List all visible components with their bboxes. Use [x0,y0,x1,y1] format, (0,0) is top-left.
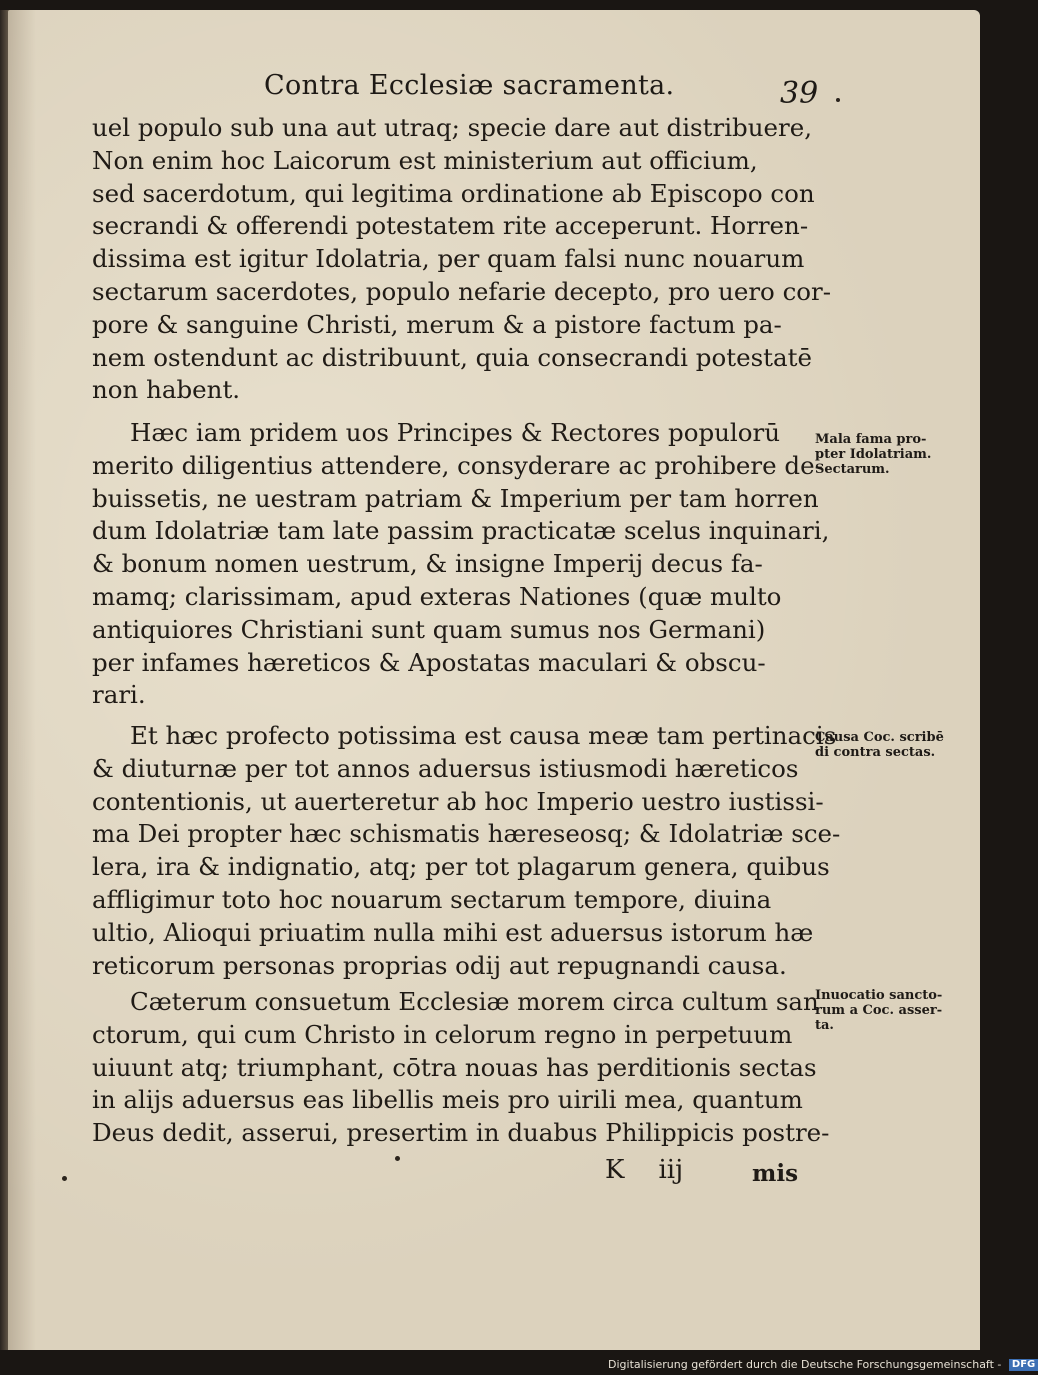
marginal-note-1 [815,432,975,477]
signature-letter: K [605,1155,625,1185]
marginal-note-2 [815,730,975,760]
digitization-credit [608,1358,1036,1371]
text-line: lera, ira & indignatio, atq; per tot plagarum genera, quibus [92,852,830,882]
text-line: reticorum personas proprias odij aut repugnandi causa. [92,950,787,980]
signature-mark [605,1155,683,1185]
catchword: mis [752,1160,799,1187]
text-line: nem ostendunt ac distribuunt, quia consecrandi potestatē [92,342,812,372]
marginal-line: ta. [815,1018,834,1033]
text-line: per infames hæreticos & Apostatas maculari & obscu- [92,647,766,677]
text-line: rari. [92,680,146,710]
marginal-line: Sectarum. [815,462,890,477]
text-line: uiuunt atq; triumphant, cōtra nouas has perditionis sectas [92,1052,817,1082]
text-line: sectarum sacerdotes, populo nefarie decepto, pro uero cor- [92,276,832,306]
marginal-line: Causa Coc. scribē [815,730,944,745]
paragraph-3 [92,720,841,982]
text-line: & diuturnæ per tot annos aduersus istiusmodi hæreticos [92,753,799,783]
text-line: sed sacerdotum, qui legitima ordinatione ab Episcopo con [92,178,815,208]
running-head: Contra Ecclesiæ sacramenta. [264,70,675,101]
text-line: mamq; clarissimam, apud exteras Nationes (quæ multo [92,581,782,611]
text-line: ctorum, qui cum Christo in celorum regno in perpetuum [92,1019,793,1049]
marginal-line: rum a Coc. asser- [815,1003,943,1018]
marginal-line: pter Idolatriam. [815,447,932,462]
text-line: Non enim hoc Laicorum est ministerium aut officium, [92,145,758,175]
dfg-logo: DFG [1009,1359,1038,1371]
text-line: uel populo sub una aut utraq; specie dare aut distribuere, [92,113,812,142]
text-line: & bonum nomen uestrum, & insigne Imperij decus fa- [92,549,763,579]
text-line: dissima est igitur Idolatria, per quam falsi nunc nouarum [92,244,805,274]
text-line: non habent. [92,375,241,405]
text-line: Et hæc profecto potissima est causa meæ tam pertinacis [130,721,837,750]
text-line: Deus dedit, asserui, presertim in duabus Philippicis postre- [92,1118,830,1148]
text-line: Cæterum consuetum Ecclesiæ morem circa cultum san [130,987,819,1016]
text-line: pore & sanguine Christi, merum & a pistore factum pa- [92,309,782,339]
text-line: merito diligentius attendere, consyderare ac prohibere de- [92,450,823,480]
text-line: ultio, Alioqui priuatim nulla mihi est aduersus istorum hæ [92,917,814,947]
paragraph-1 [92,112,832,407]
text-line: antiquiores Christiani sunt quam sumus nos Germani) [92,614,766,644]
marginal-line: Mala fama pro- [815,432,927,447]
signature-number: iij [658,1155,684,1185]
ink-dot [836,98,840,102]
paragraph-2 [92,417,830,712]
text-line: Hæc iam pridem uos Principes & Rectores populorū [130,418,781,447]
marginal-line: Inuocatio sancto- [815,988,943,1003]
text-line: secrandi & offerendi potestatem rite acceperunt. Horren- [92,211,809,241]
ink-dot [62,1176,67,1181]
text-line: contentionis, ut auerteretur ab hoc Imperio uestro iustissi- [92,786,824,816]
marginal-note-3 [815,988,975,1033]
text-line: affligimur toto hoc nouarum sectarum tempore, diuina [92,884,772,914]
paragraph-4 [92,986,830,1150]
credit-text: Digitalisierung gefördert durch die Deutsche Forschungsgemeinschaft - [608,1358,1002,1371]
text-line: dum Idolatriæ tam late passim practicatæ scelus inquinari, [92,516,830,546]
text-line: ma Dei propter hæc schismatis hæreseosq; & Idolatriæ sce- [92,819,841,849]
folio-number: 39 [780,76,819,111]
text-line: in alijs aduersus eas libellis meis pro uirili mea, quantum [92,1085,803,1115]
ink-dot [395,1156,400,1161]
marginal-line: di contra sectas. [815,745,936,760]
text-line: buissetis, ne uestram patriam & Imperium per tam horren [92,483,819,513]
